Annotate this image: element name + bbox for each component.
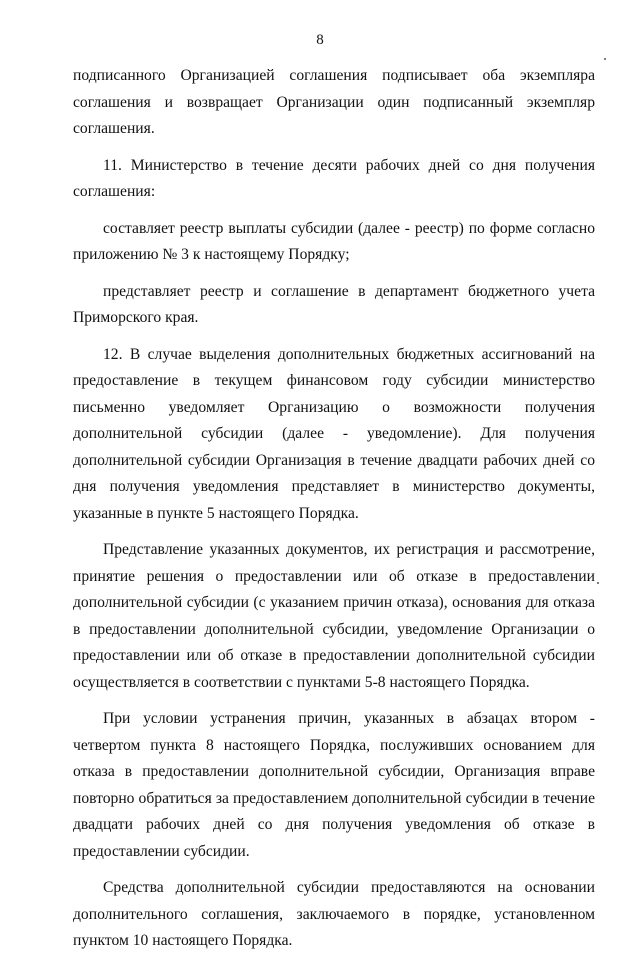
scan-speck xyxy=(597,582,599,584)
paragraph-item-11: 11. Министерство в течение десяти рабочих дней со дня получения соглашения: xyxy=(73,156,595,200)
page-number: 8 xyxy=(316,32,324,48)
paragraph-continuation: подписанного Организацией соглашения подписывает оба экземпляра соглашения и возвращает Организации один подписанный экземпляр соглашения. xyxy=(73,67,595,137)
paragraph-additional-agreement: Средства дополнительной субсидии предоставляются на основании дополнительного соглашения, заключаемого в порядке, установленном пунктом 10 настоящего Порядка. xyxy=(73,879,595,949)
paragraph-item-12: 12. В случае выделения дополнительных бюджетных ассигнований на предоставление в текущем финансовом году субсидии министерство письменно уведомляет Организацию о возможности получения дополнительной субсидии (далее - уведомление). Для получения дополнительной субсидии Организация в течение двадцати рабочих дней со дня получения уведомления представляет в министерство документы, указанные в пункте 5 настоящего Порядка. xyxy=(73,345,595,522)
paragraph-item-11-submission: представляет реестр и соглашение в департамент бюджетного учета Приморского края. xyxy=(73,282,595,326)
document-body xyxy=(73,63,595,955)
paragraph-item-11-registry: составляет реестр выплаты субсидии (далее - реестр) по форме согласно приложению № 3 к настоящему Порядку; xyxy=(73,219,595,263)
paragraph-reapplication: При условии устранения причин, указанных в абзацах втором - четвертом пункта 8 настоящего Порядка, послуживших основанием для отказа в предоставлении дополнительной субсидии, Организация вправе повторно обратиться за предоставлением дополнительной субсидии в течение двадцати рабочих дней со дня получения уведомления об отказе в предоставлении субсидии. xyxy=(73,710,595,860)
paragraph-review-procedure: Представление указанных документов, их регистрация и рассмотрение, принятие решения о предоставлении или об отказе в предоставлении дополнительной субсидии (с указанием причин отказа), основания для отказа в предоставлении дополнительной субсидии, уведомление Организации о предоставлении или об отказе в предоставлении дополнительной субсидии осуществляется в соответствии с пунктами 5-8 настоящего Порядка. xyxy=(73,541,595,691)
scan-speck xyxy=(604,58,606,60)
